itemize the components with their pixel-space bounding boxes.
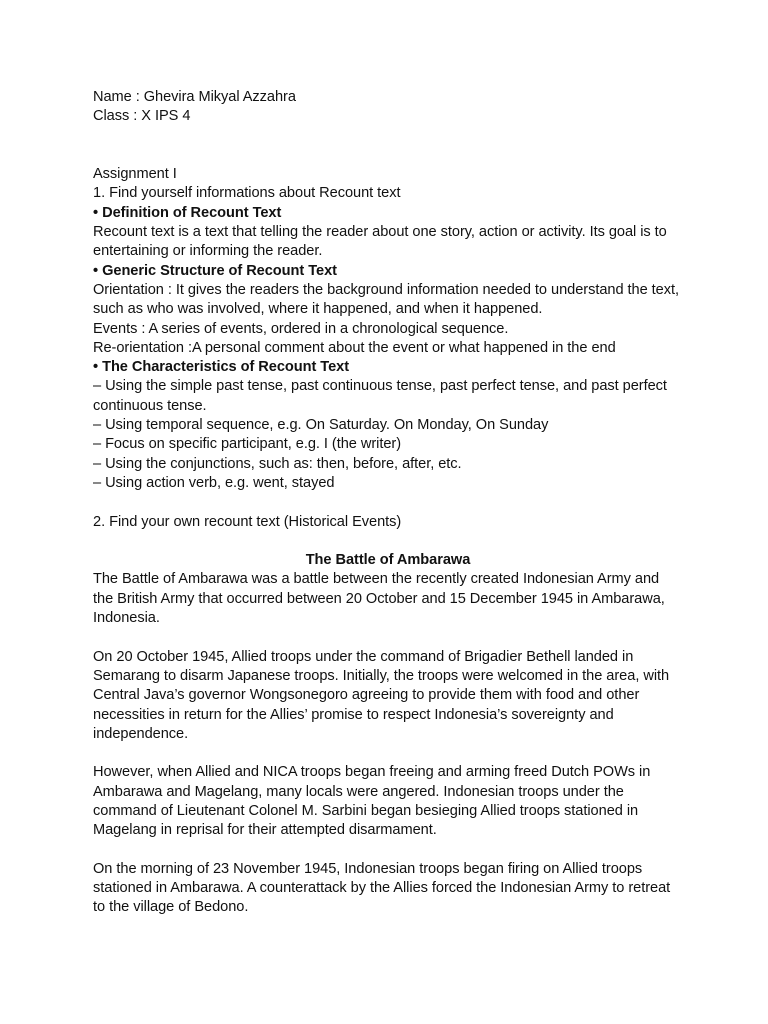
events-text: Events : A series of events, ordered in a chronological sequence.: [93, 320, 509, 337]
characteristic-item: – Using temporal sequence, e.g. On Saturday. On Monday, On Sunday: [93, 417, 549, 434]
reorientation-text: Re-orientation :A personal comment about the event or what happened in the end: [93, 339, 616, 356]
definition-heading: • Definition of Recount Text: [93, 204, 683, 223]
assignment-title: Assignment I: [93, 166, 177, 183]
spacer: [93, 744, 683, 763]
question-1: 1. Find yourself informations about Recount text: [93, 185, 401, 202]
spacer: [93, 532, 683, 551]
spacer: [93, 628, 683, 647]
structure-heading: • Generic Structure of Recount Text: [93, 262, 683, 281]
story-paragraph: The Battle of Ambarawa was a battle between the recently created Indonesian Army and the British Army that occurred between 20 October and 15 December 1945 in Ambarawa, Indonesia.: [93, 571, 665, 627]
spacer: [93, 127, 683, 166]
characteristic-item: – Focus on specific participant, e.g. I (the writer): [93, 436, 402, 453]
definition-text: Recount text is a text that telling the reader about one story, action or activity. Its goal is to entertaining or informing the reader.: [93, 224, 667, 260]
question-2: 2. Find your own recount text (Historical Events): [93, 513, 402, 530]
characteristic-item: – Using the conjunctions, such as: then, before, after, etc.: [93, 455, 462, 472]
name-line: Name : Ghevira Mikyal Azzahra: [93, 89, 296, 105]
story-paragraph: However, when Allied and NICA troops began freeing and arming freed Dutch POWs in Ambarawa and Magelang, many locals were angered. Indonesian troops under the command of Lieutenant Colonel M. Sarbini began besieging Allied troops stationed in Magelang in reprisal for their attempted disarmament.: [93, 764, 651, 839]
story-paragraph: On the morning of 23 November 1945, Indonesian troops began firing on Allied troops stationed in Ambarawa. A counterattack by the Allies forced the Indonesian Army to retreat to the village of Bedono.: [93, 860, 671, 916]
document-body: [93, 88, 683, 918]
story-paragraph: On 20 October 1945, Allied troops under the command of Brigadier Bethell landed in Semarang to disarm Japanese troops. Initially, the troops were welcomed in the area, with Central Java’s governor Wongsonegoro agreeing to provide them with food and other necessities in return for the Allies’ promise to respect Indonesia’s sovereignty and independence.: [93, 648, 670, 742]
spacer: [93, 841, 683, 860]
orientation-text: Orientation : It gives the readers the background information needed to understand the text, such as who was involved, where it happened, and when it happened.: [93, 281, 680, 318]
class-line: Class : X IPS 4: [93, 108, 191, 125]
story-title: The Battle of Ambarawa: [305, 552, 471, 569]
characteristic-item: – Using the simple past tense, past continuous tense, past perfect tense, and past perfect continuous tense.: [93, 378, 667, 414]
characteristic-item: – Using action verb, e.g. went, stayed: [93, 474, 335, 491]
spacer: [93, 493, 683, 512]
characteristics-heading: • The Characteristics of Recount Text: [93, 358, 683, 377]
